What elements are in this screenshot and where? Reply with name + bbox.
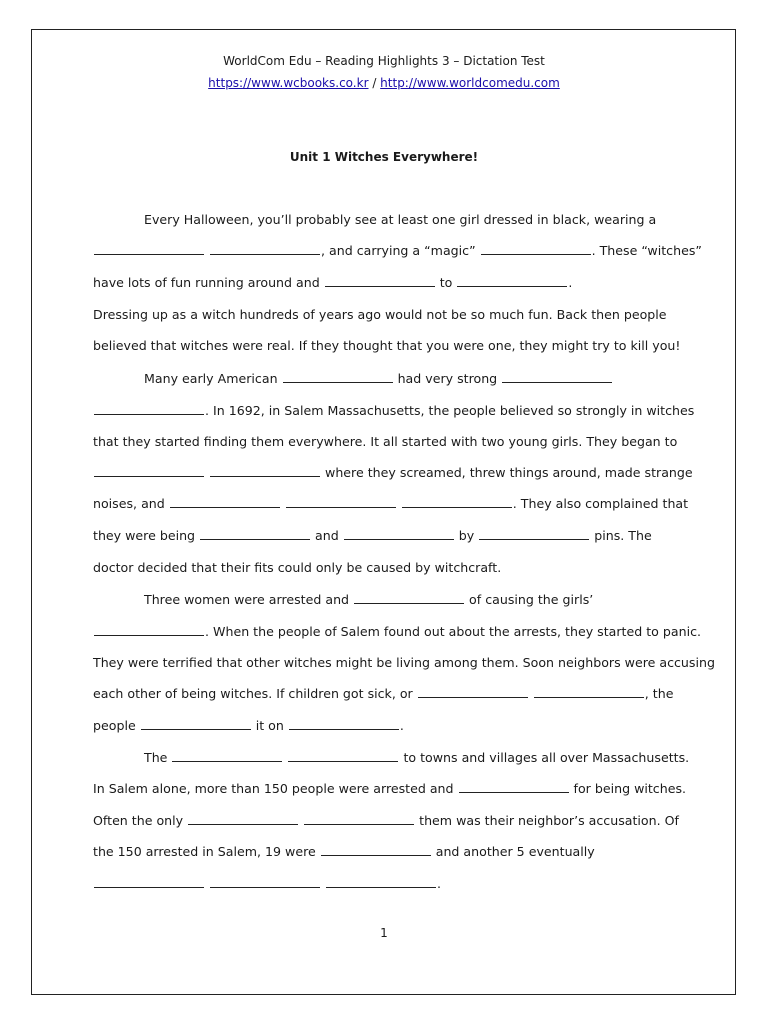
text-line <box>144 748 689 768</box>
text-segment: , and carrying a “magic” <box>321 243 480 258</box>
text-segment <box>397 496 401 511</box>
text-line <box>93 336 680 356</box>
text-segment: where they screamed, threw things around, made strange <box>321 465 693 480</box>
answer-blank[interactable] <box>326 874 436 888</box>
text-segment: to towns and villages all over Massachusetts. <box>399 750 690 765</box>
answer-blank[interactable] <box>94 401 204 415</box>
text-segment: Dressing up as a witch hundreds of years ago would not be so much fun. Back then people <box>93 307 667 322</box>
text-segment: They were terrified that other witches might be living among them. Soon neighbors were accusing <box>93 655 715 670</box>
text-segment: them was their neighbor’s accusation. Of <box>415 813 679 828</box>
text-segment <box>321 876 325 891</box>
text-line <box>144 590 593 610</box>
text-line <box>93 779 686 799</box>
text-segment <box>529 686 533 701</box>
text-segment: and another 5 eventually <box>431 844 595 859</box>
text-segment: doctor decided that their fits could only be caused by witchcraft. <box>93 560 502 575</box>
page-number: 1 <box>380 926 388 940</box>
worldcomedu-link[interactable]: http://www.worldcomedu.com <box>380 76 560 90</box>
unit-title: Unit 1 Witches Everywhere! <box>289 150 479 164</box>
answer-blank[interactable] <box>172 748 282 762</box>
answer-blank[interactable] <box>344 526 454 540</box>
text-line <box>93 432 677 452</box>
text-segment: the 150 arrested in Salem, 19 were <box>93 844 320 859</box>
answer-blank[interactable] <box>170 494 280 508</box>
text-segment: . They also complained that <box>512 496 689 511</box>
header-links <box>0 76 768 90</box>
answer-blank[interactable] <box>479 526 589 540</box>
text-segment: each other of being witches. If children got sick, or <box>93 686 417 701</box>
answer-blank[interactable] <box>188 811 298 825</box>
text-segment: . <box>437 876 442 891</box>
text-segment: of causing the girls’ <box>465 592 594 607</box>
text-segment <box>205 876 209 891</box>
answer-blank[interactable] <box>94 874 204 888</box>
text-segment: Every Halloween, you’ll probably see at least one girl dressed in black, wearing a <box>144 212 657 227</box>
answer-blank[interactable] <box>304 811 414 825</box>
text-segment: Three women were arrested and <box>144 592 354 607</box>
answer-blank[interactable] <box>354 590 464 604</box>
text-segment <box>283 750 287 765</box>
text-segment <box>281 496 285 511</box>
text-line <box>93 558 501 578</box>
text-segment <box>299 813 303 828</box>
text-segment: . In 1692, in Salem Massachusetts, the people believed so strongly in witches <box>205 403 695 418</box>
answer-blank[interactable] <box>141 716 251 730</box>
text-segment: , the <box>644 686 674 701</box>
text-segment: they were being <box>93 528 200 543</box>
answer-blank[interactable] <box>457 273 567 287</box>
text-segment: it on <box>251 718 288 733</box>
text-line <box>93 874 441 894</box>
text-line <box>93 653 715 673</box>
header-title: WorldCom Edu – Reading Highlights 3 – Dictation Test <box>223 54 545 68</box>
text-segment: . <box>568 275 573 290</box>
answer-blank[interactable] <box>210 241 320 255</box>
answer-blank[interactable] <box>534 684 644 698</box>
answer-blank[interactable] <box>94 622 204 636</box>
text-segment: The <box>144 750 172 765</box>
answer-blank[interactable] <box>286 494 396 508</box>
text-line <box>93 622 701 642</box>
answer-blank[interactable] <box>321 842 431 856</box>
text-line <box>93 241 702 261</box>
text-line <box>93 463 693 483</box>
text-segment: noises, and <box>93 496 169 511</box>
text-line <box>93 842 595 862</box>
text-segment: have lots of fun running around and <box>93 275 324 290</box>
answer-blank[interactable] <box>94 241 204 255</box>
text-line <box>144 210 656 230</box>
text-segment: by <box>454 528 479 543</box>
text-segment: In Salem alone, more than 150 people were arrested and <box>93 781 458 796</box>
answer-blank[interactable] <box>210 874 320 888</box>
text-segment: had very strong <box>393 371 502 386</box>
text-line <box>93 494 688 514</box>
text-segment <box>205 243 209 258</box>
text-segment: Many early American <box>144 371 282 386</box>
answer-blank[interactable] <box>481 241 591 255</box>
answer-blank[interactable] <box>502 369 612 383</box>
answer-blank[interactable] <box>289 716 399 730</box>
answer-blank[interactable] <box>325 273 435 287</box>
text-segment: people <box>93 718 140 733</box>
text-line <box>93 305 667 325</box>
text-line <box>93 811 679 831</box>
text-segment: believed that witches were real. If they thought that you were one, they might try to kill you! <box>93 338 681 353</box>
answer-blank[interactable] <box>200 526 310 540</box>
text-line <box>93 401 694 421</box>
text-segment: to <box>435 275 457 290</box>
text-segment: . When the people of Salem found out about the arrests, they started to panic. <box>205 624 702 639</box>
answer-blank[interactable] <box>94 463 204 477</box>
wcbooks-link[interactable]: https://www.wcbooks.co.kr <box>208 76 369 90</box>
text-segment: . These “witches” <box>591 243 702 258</box>
text-line <box>144 369 613 389</box>
answer-blank[interactable] <box>402 494 512 508</box>
text-line <box>93 716 404 736</box>
text-segment: for being witches. <box>569 781 687 796</box>
answer-blank[interactable] <box>283 369 393 383</box>
text-line <box>93 526 652 546</box>
text-segment: pins. The <box>590 528 652 543</box>
answer-blank[interactable] <box>418 684 528 698</box>
answer-blank[interactable] <box>288 748 398 762</box>
answer-blank[interactable] <box>210 463 320 477</box>
text-segment: and <box>311 528 343 543</box>
text-segment: that they started finding them everywhere. It all started with two young girls. They began to <box>93 434 678 449</box>
link-separator: / <box>368 76 381 90</box>
answer-blank[interactable] <box>459 779 569 793</box>
text-segment: . <box>399 718 404 733</box>
text-segment: Often the only <box>93 813 188 828</box>
text-line <box>93 684 673 704</box>
text-line <box>93 273 572 293</box>
text-segment <box>205 465 209 480</box>
